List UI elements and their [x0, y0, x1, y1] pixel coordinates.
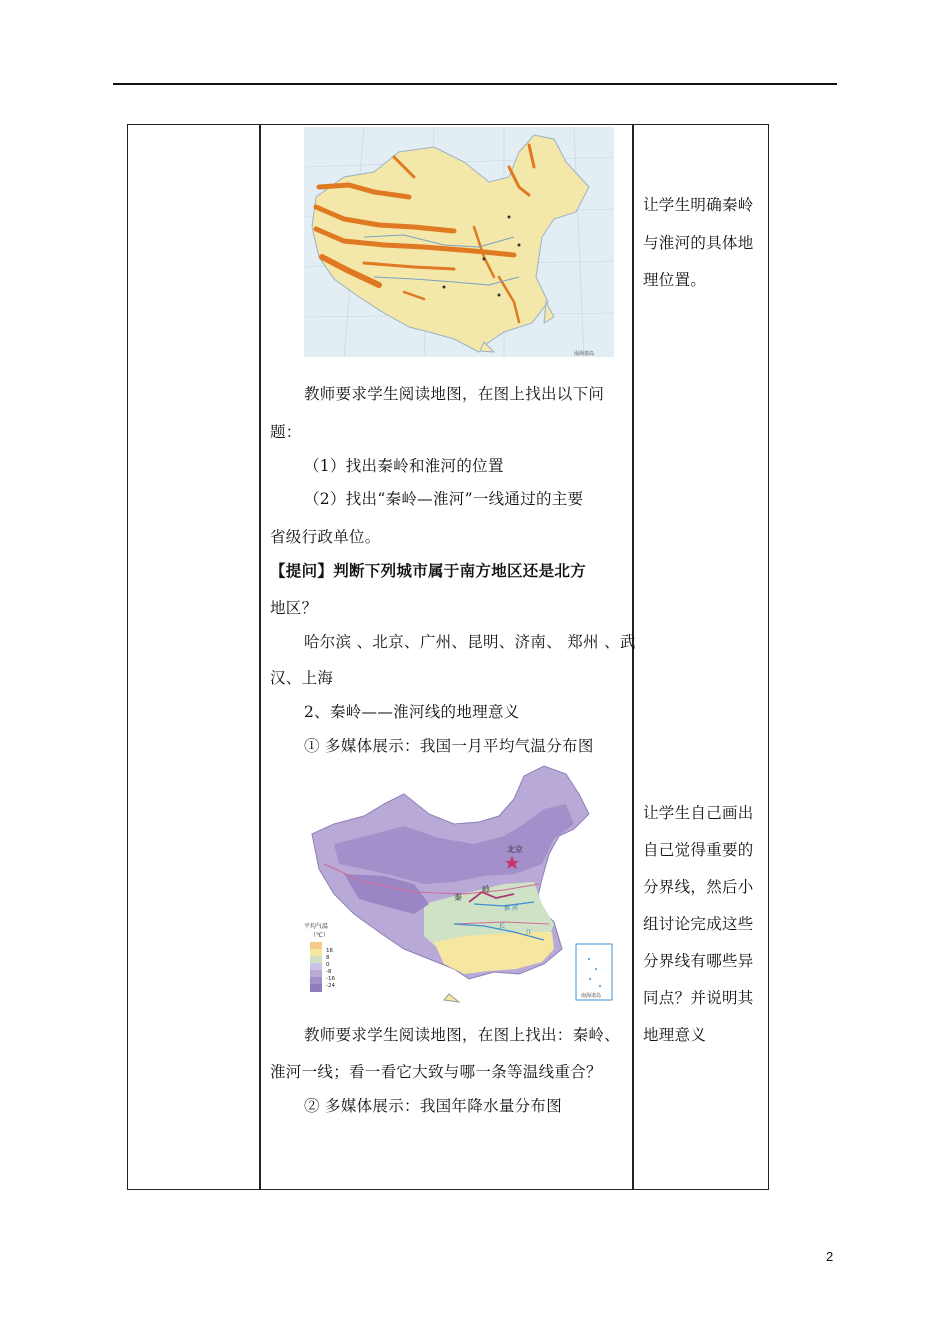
- ask-prompt-cont: 地区？: [270, 599, 318, 617]
- legend-tick: 0: [326, 962, 330, 968]
- question-2: （2）找出“秦岭—淮河”一线通过的主要: [304, 490, 584, 508]
- map2-caption: 南海诸岛: [581, 993, 602, 999]
- side-note-2-line-1: 让学生自己画出: [643, 804, 754, 822]
- legend-unit: （℃）: [310, 932, 329, 939]
- side-note-2-line-6: 同点？并说明其: [643, 989, 754, 1007]
- map2-label-ling: 岭: [482, 885, 490, 894]
- section-heading: 2、秦岭——淮河线的地理意义: [304, 703, 520, 721]
- map2-label-chang: 长: [499, 923, 506, 930]
- paragraph-intro: 教师要求学生阅读地图，在图上找出以下问: [304, 385, 605, 403]
- side-note-1-line-1: 让学生明确秦岭: [643, 196, 754, 214]
- side-note-2-line-5: 分界线有哪些异: [643, 952, 754, 970]
- legend-tick: -24: [326, 983, 335, 989]
- ask-prompt: 【提问】判断下列城市属于南方地区还是北方: [270, 561, 587, 580]
- legend-tick: -8: [326, 969, 332, 975]
- side-note-2-line-7: 地理意义: [643, 1026, 707, 1044]
- map2-city-label: 北京: [507, 845, 523, 854]
- paragraph-instruction-2: 教师要求学生阅读地图，在图上找出：秦岭、: [304, 1026, 621, 1044]
- multimedia-2: ② 多媒体展示：我国年降水量分布图: [304, 1097, 563, 1115]
- side-note-2-line-2: 自己觉得重要的: [643, 841, 754, 859]
- map1-caption: 南海诸岛: [574, 351, 595, 357]
- question-1: （1）找出秦岭和淮河的位置: [304, 457, 504, 475]
- page-number: 2: [826, 1249, 834, 1264]
- map2-label-jiang: 江: [526, 929, 533, 936]
- header-rule: [113, 83, 837, 85]
- question-2-cont: 省级行政单位。: [270, 528, 381, 546]
- side-note-1-line-2: 与淮河的具体地: [643, 234, 754, 252]
- column-divider-1: [259, 125, 261, 1189]
- map2-label-huai: 淮: [504, 905, 511, 912]
- city-list: 哈尔滨 、北京、广州、昆明、济南、 郑州 、武: [304, 633, 636, 651]
- legend-tick: 16: [326, 948, 333, 954]
- side-note-1-line-3: 理位置。: [643, 271, 707, 289]
- multimedia-1: ① 多媒体展示：我国一月平均气温分布图: [304, 737, 594, 755]
- legend-title: 平均气温: [304, 923, 329, 930]
- legend-tick: -16: [326, 976, 335, 982]
- side-note-2-line-3: 分界线，然后小: [643, 878, 754, 896]
- temperature-map: [304, 764, 616, 1004]
- column-divider-2: [632, 125, 634, 1189]
- city-list-cont: 汉、上海: [270, 669, 334, 687]
- side-note-2-line-4: 组讨论完成这些: [643, 915, 754, 933]
- map2-label-he: 河: [512, 905, 519, 912]
- paragraph-intro-cont: 题：: [270, 423, 302, 441]
- paragraph-instruction-2-cont: 淮河一线；看一看它大致与哪一条等温线重合？: [270, 1063, 602, 1081]
- map2-label-qin: 秦: [454, 893, 462, 902]
- mountains-map: [304, 127, 614, 357]
- legend-tick: 8: [326, 955, 330, 961]
